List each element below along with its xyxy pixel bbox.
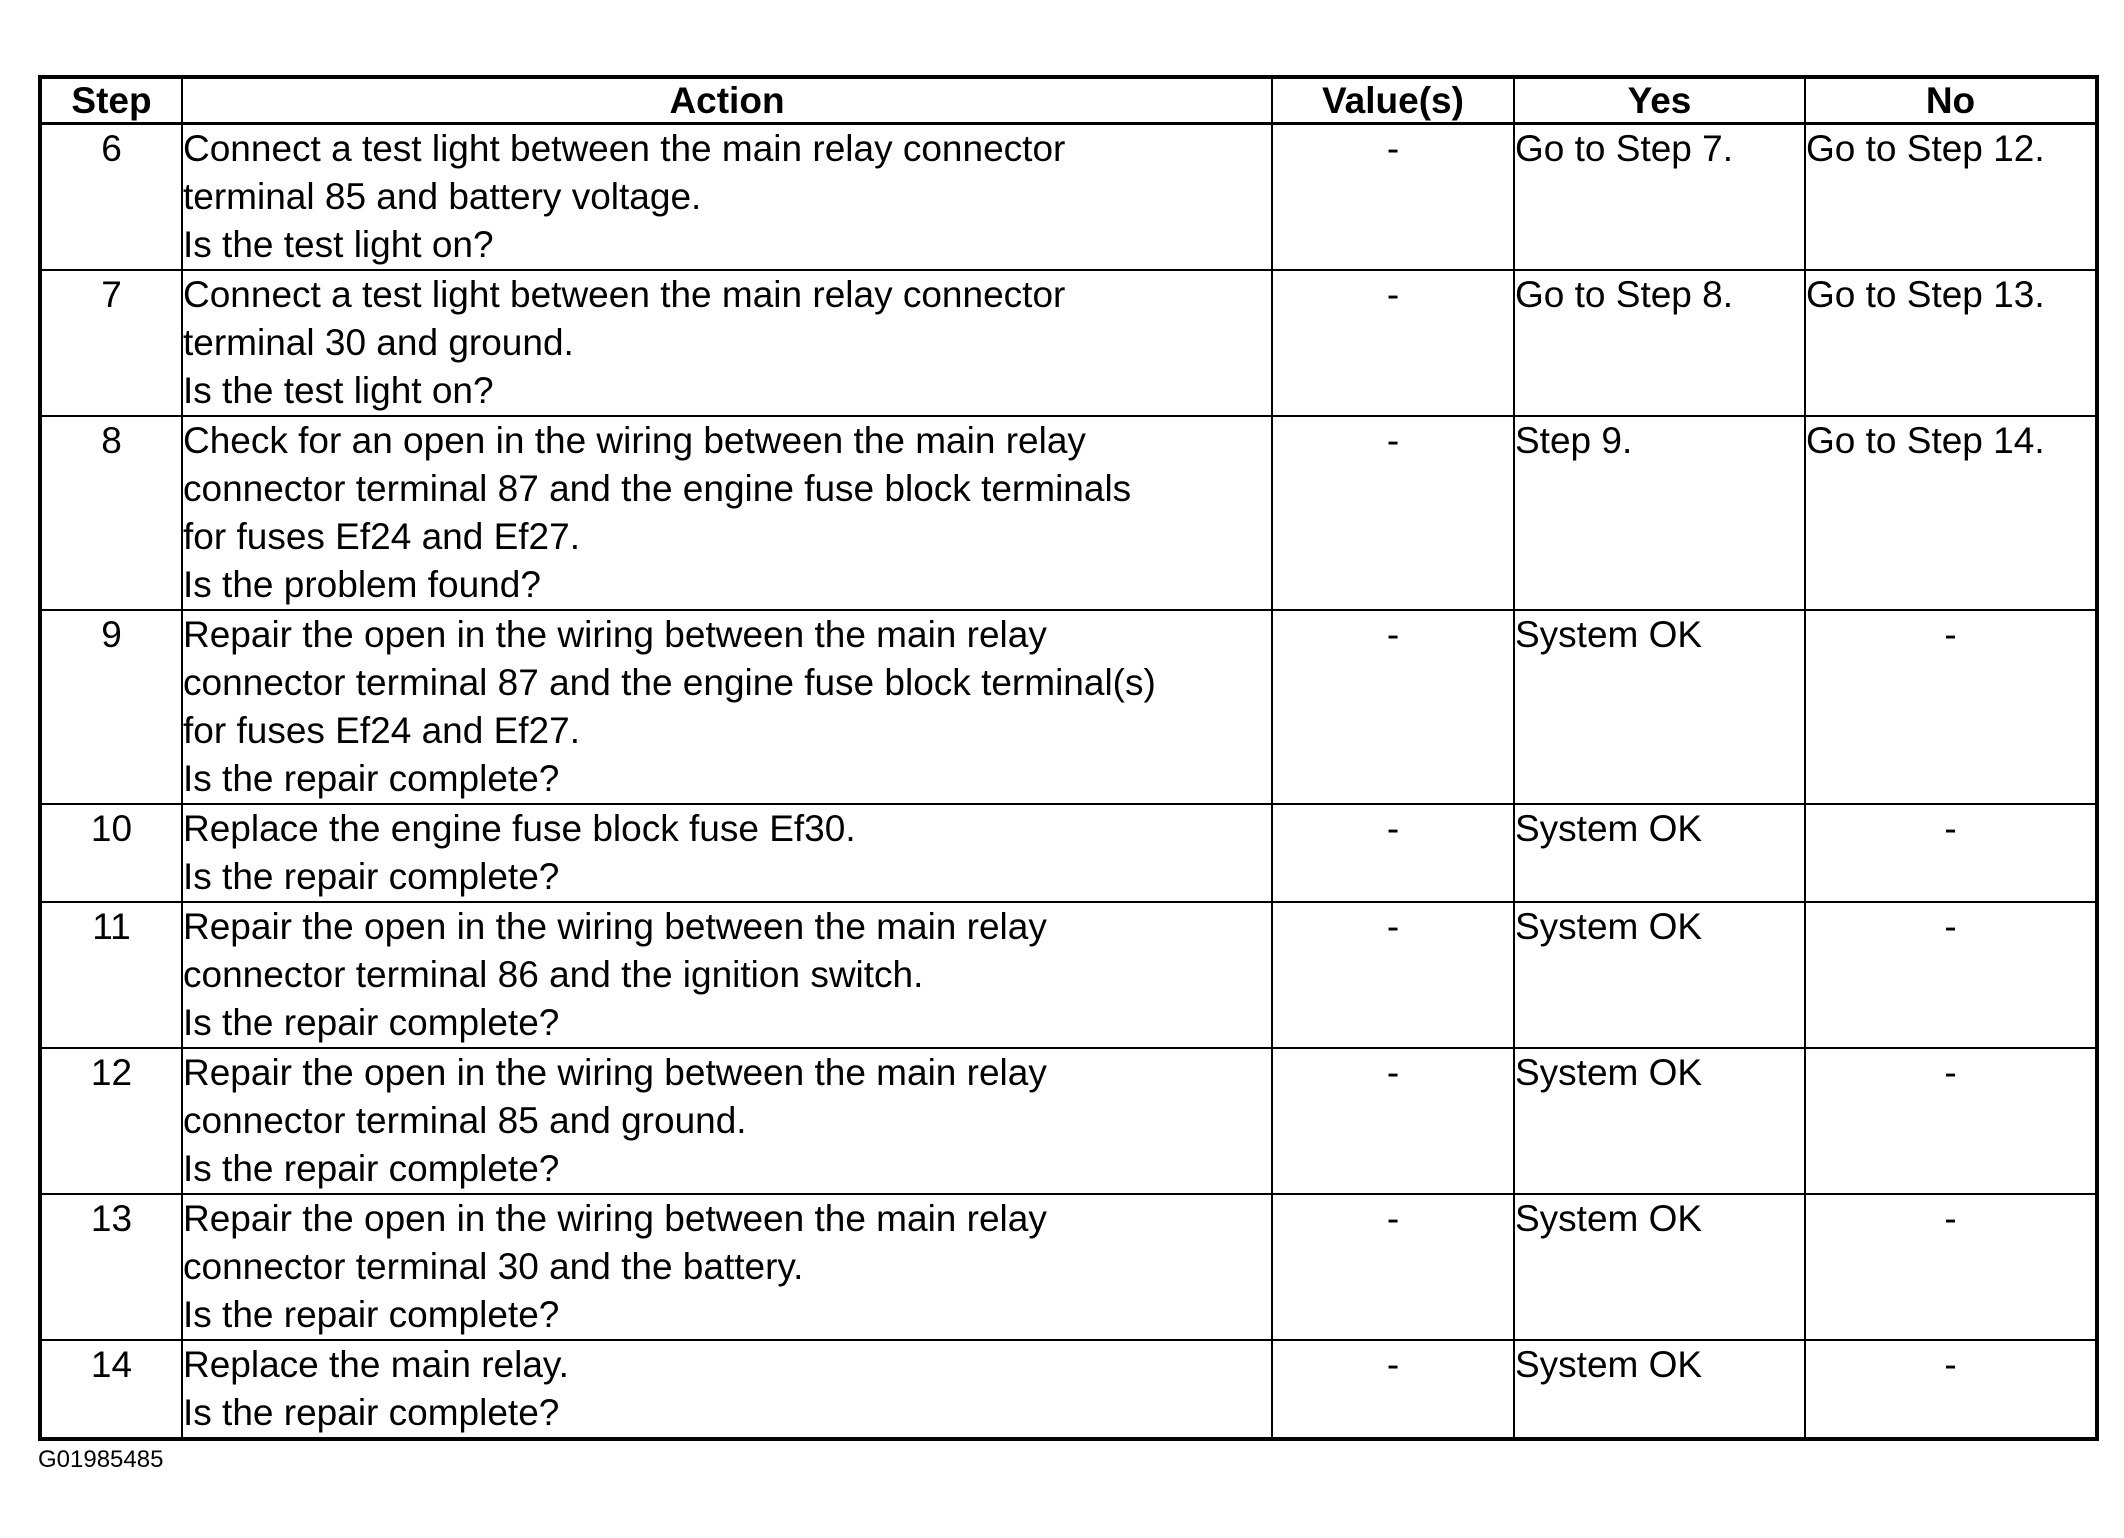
action-line: Is the test light on? bbox=[183, 370, 494, 411]
value-cell: - bbox=[1272, 124, 1514, 271]
action-line: Check for an open in the wiring between the main relay bbox=[183, 420, 1086, 461]
step-number: 12 bbox=[40, 1048, 182, 1194]
action-cell bbox=[182, 610, 1272, 804]
action-line: for fuses Ef24 and Ef27. bbox=[183, 516, 580, 557]
action-line: Connect a test light between the main relay connector bbox=[183, 274, 1066, 315]
yes-cell: System OK bbox=[1514, 804, 1805, 902]
table-row bbox=[40, 1048, 2097, 1194]
no-cell: - bbox=[1805, 902, 2097, 1048]
step-number: 13 bbox=[40, 1194, 182, 1340]
table-row bbox=[40, 124, 2097, 271]
action-line: connector terminal 87 and the engine fuse block terminal(s) bbox=[183, 662, 1156, 703]
no-cell: - bbox=[1805, 1194, 2097, 1340]
value-cell: - bbox=[1272, 1048, 1514, 1194]
no-cell: Go to Step 13. bbox=[1805, 270, 2097, 416]
action-line: Replace the engine fuse block fuse Ef30. bbox=[183, 808, 856, 849]
table-row bbox=[40, 804, 2097, 902]
no-cell: - bbox=[1805, 1048, 2097, 1194]
action-cell bbox=[182, 1340, 1272, 1439]
action-line: terminal 30 and ground. bbox=[183, 322, 574, 363]
yes-cell: Go to Step 8. bbox=[1514, 270, 1805, 416]
action-cell bbox=[182, 270, 1272, 416]
action-line: Is the test light on? bbox=[183, 224, 494, 265]
action-cell bbox=[182, 804, 1272, 902]
header-values: Value(s) bbox=[1272, 77, 1514, 124]
no-cell: - bbox=[1805, 804, 2097, 902]
value-cell: - bbox=[1272, 610, 1514, 804]
header-action: Action bbox=[182, 77, 1272, 124]
no-cell: Go to Step 12. bbox=[1805, 124, 2097, 271]
no-cell: - bbox=[1805, 1340, 2097, 1439]
action-line: Repair the open in the wiring between the main relay bbox=[183, 1052, 1047, 1093]
action-cell bbox=[182, 1194, 1272, 1340]
step-number: 6 bbox=[40, 124, 182, 271]
table-row bbox=[40, 416, 2097, 610]
action-line: Is the repair complete? bbox=[183, 1392, 560, 1433]
table-row bbox=[40, 270, 2097, 416]
action-line: connector terminal 87 and the engine fuse block terminals bbox=[183, 468, 1132, 509]
action-line: Repair the open in the wiring between the main relay bbox=[183, 1198, 1047, 1239]
step-number: 9 bbox=[40, 610, 182, 804]
step-number: 10 bbox=[40, 804, 182, 902]
value-cell: - bbox=[1272, 416, 1514, 610]
header-yes: Yes bbox=[1514, 77, 1805, 124]
action-line: for fuses Ef24 and Ef27. bbox=[183, 710, 580, 751]
step-number: 14 bbox=[40, 1340, 182, 1439]
action-cell bbox=[182, 902, 1272, 1048]
action-line: connector terminal 30 and the battery. bbox=[183, 1246, 804, 1287]
action-cell bbox=[182, 124, 1272, 271]
action-line: terminal 85 and battery voltage. bbox=[183, 176, 702, 217]
table-row bbox=[40, 902, 2097, 1048]
action-line: Connect a test light between the main relay connector bbox=[183, 128, 1066, 169]
table-row bbox=[40, 1340, 2097, 1439]
action-line: Is the problem found? bbox=[183, 564, 541, 605]
diagnostic-table bbox=[38, 75, 2099, 1441]
value-cell: - bbox=[1272, 270, 1514, 416]
action-line: Is the repair complete? bbox=[183, 1148, 560, 1189]
step-number: 7 bbox=[40, 270, 182, 416]
value-cell: - bbox=[1272, 902, 1514, 1048]
header-step: Step bbox=[40, 77, 182, 124]
action-line: Repair the open in the wiring between the main relay bbox=[183, 906, 1047, 947]
action-line: Is the repair complete? bbox=[183, 856, 560, 897]
yes-cell: System OK bbox=[1514, 902, 1805, 1048]
action-cell bbox=[182, 1048, 1272, 1194]
action-cell bbox=[182, 416, 1272, 610]
yes-cell: Go to Step 7. bbox=[1514, 124, 1805, 271]
yes-cell: System OK bbox=[1514, 1340, 1805, 1439]
yes-cell: Step 9. bbox=[1514, 416, 1805, 610]
action-line: Is the repair complete? bbox=[183, 1002, 560, 1043]
yes-cell: System OK bbox=[1514, 1194, 1805, 1340]
step-number: 11 bbox=[40, 902, 182, 1048]
action-line: Replace the main relay. bbox=[183, 1344, 569, 1385]
header-no: No bbox=[1805, 77, 2097, 124]
yes-cell: System OK bbox=[1514, 1048, 1805, 1194]
value-cell: - bbox=[1272, 804, 1514, 902]
yes-cell: System OK bbox=[1514, 610, 1805, 804]
figure-id: G01985485 bbox=[38, 1446, 164, 1473]
action-line: Is the repair complete? bbox=[183, 1294, 560, 1335]
table-body bbox=[40, 124, 2097, 1440]
table-row bbox=[40, 610, 2097, 804]
step-number: 8 bbox=[40, 416, 182, 610]
table-row bbox=[40, 1194, 2097, 1340]
no-cell: - bbox=[1805, 610, 2097, 804]
action-line: Is the repair complete? bbox=[183, 758, 560, 799]
value-cell: - bbox=[1272, 1194, 1514, 1340]
action-line: Repair the open in the wiring between the main relay bbox=[183, 614, 1047, 655]
no-cell: Go to Step 14. bbox=[1805, 416, 2097, 610]
action-line: connector terminal 85 and ground. bbox=[183, 1100, 747, 1141]
action-line: connector terminal 86 and the ignition switch. bbox=[183, 954, 924, 995]
value-cell: - bbox=[1272, 1340, 1514, 1439]
header-row bbox=[40, 77, 2097, 124]
